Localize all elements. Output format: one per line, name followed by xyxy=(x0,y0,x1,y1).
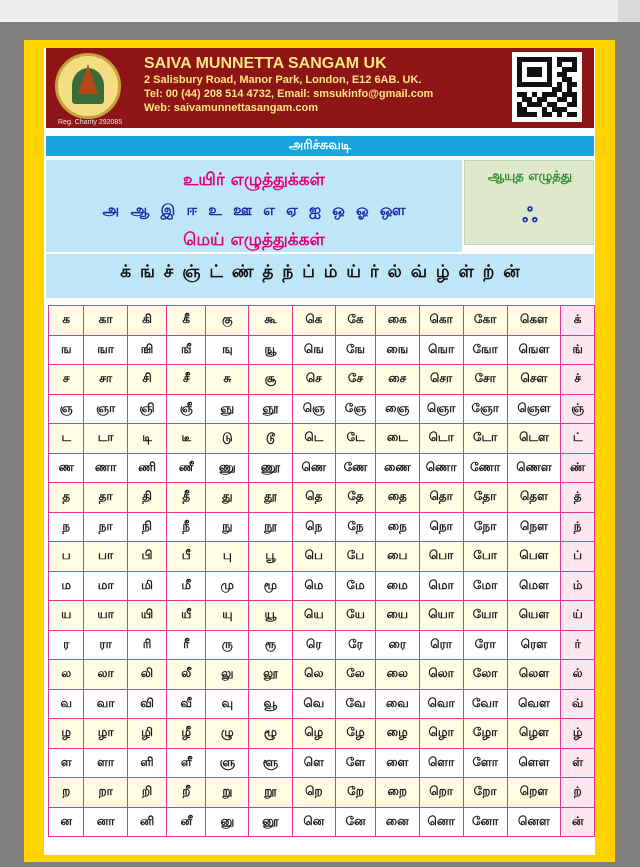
grid-cell: யெ xyxy=(292,601,336,631)
org-contact: Tel: 00 (44) 208 514 4732, Email: smsukinfo@gmail.com xyxy=(144,88,434,100)
grid-cell: ன் xyxy=(561,807,595,837)
grid-cell: வ் xyxy=(561,689,595,719)
aytham-title: ஆயுத எழுத்து xyxy=(487,169,573,184)
grid-cell: தெ xyxy=(292,483,336,513)
grid-cell: கை xyxy=(375,306,419,336)
grid-cell: சௌ xyxy=(507,365,561,395)
table-row xyxy=(49,365,595,395)
grid-cell: தௌ xyxy=(507,483,561,513)
grid-cell: லா xyxy=(84,660,127,690)
grid-cell: ளே xyxy=(336,748,376,778)
grid-cell: ரௌ xyxy=(507,630,561,660)
grid-cell: வொ xyxy=(419,689,463,719)
grid-cell: டோ xyxy=(463,424,507,454)
grid-cell: ஞ xyxy=(49,394,84,424)
grid-cell: ணீ xyxy=(167,453,206,483)
grid-cell: ழ் xyxy=(561,719,595,749)
vowels-letters: அ ஆ இ ஈ உ ஊ எ ஏ ஐ ஒ ஓ ஔ xyxy=(102,201,406,219)
grid-cell: றே xyxy=(336,778,376,808)
letter-grid xyxy=(48,305,595,837)
org-web: Web: saivamunnettasangam.com xyxy=(144,102,319,114)
table-row xyxy=(49,571,595,601)
grid-cell: ஞூ xyxy=(249,394,292,424)
grid-cell: ஙை xyxy=(375,335,419,365)
grid-cell: கே xyxy=(336,306,376,336)
table-row xyxy=(49,542,595,572)
grid-cell: பீ xyxy=(167,542,206,572)
grid-cell: றை xyxy=(375,778,419,808)
grid-cell: ணோ xyxy=(463,453,507,483)
table-row xyxy=(49,512,595,542)
grid-cell: ரீ xyxy=(167,630,206,660)
table-row xyxy=(49,453,595,483)
grid-cell: நா xyxy=(84,512,127,542)
grid-cell: ளி xyxy=(127,748,166,778)
grid-cell: ளை xyxy=(375,748,419,778)
grid-cell: கா xyxy=(84,306,127,336)
grid-cell: டௌ xyxy=(507,424,561,454)
viewer-toolbar xyxy=(0,0,640,22)
grid-cell: னோ xyxy=(463,807,507,837)
grid-cell: ழீ xyxy=(167,719,206,749)
grid-cell: ய xyxy=(49,601,84,631)
grid-cell: ஞௌ xyxy=(507,394,561,424)
grid-cell: தா xyxy=(84,483,127,513)
grid-cell: னீ xyxy=(167,807,206,837)
grid-cell: டூ xyxy=(249,424,292,454)
org-name: SAIVA MUNNETTA SANGAM UK xyxy=(144,55,387,72)
grid-cell: னௌ xyxy=(507,807,561,837)
grid-cell: ரா xyxy=(84,630,127,660)
table-row xyxy=(49,660,595,690)
grid-cell: ண xyxy=(49,453,84,483)
grid-cell: ணௌ xyxy=(507,453,561,483)
grid-cell: ளூ xyxy=(249,748,292,778)
grid-cell: ங xyxy=(49,335,84,365)
grid-cell: ட் xyxy=(561,424,595,454)
grid-cell: ழெ xyxy=(292,719,336,749)
grid-cell: வோ xyxy=(463,689,507,719)
grid-cell: ழு xyxy=(206,719,249,749)
grid-cell: யோ xyxy=(463,601,507,631)
grid-cell: ட xyxy=(49,424,84,454)
grid-cell: டை xyxy=(375,424,419,454)
grid-cell: கெ xyxy=(292,306,336,336)
grid-cell: ணெ xyxy=(292,453,336,483)
grid-cell: ளெ xyxy=(292,748,336,778)
grid-cell: லூ xyxy=(249,660,292,690)
grid-cell: தூ xyxy=(249,483,292,513)
grid-cell: மொ xyxy=(419,571,463,601)
grid-cell: மெ xyxy=(292,571,336,601)
table-row xyxy=(49,748,595,778)
grid-cell: ல xyxy=(49,660,84,690)
grid-cell: நௌ xyxy=(507,512,561,542)
grid-cell: ளௌ xyxy=(507,748,561,778)
grid-cell: லே xyxy=(336,660,376,690)
grid-cell: மே xyxy=(336,571,376,601)
charity-number: Reg. Charity 292085 xyxy=(58,119,123,126)
grid-cell: றொ xyxy=(419,778,463,808)
grid-cell: மி xyxy=(127,571,166,601)
grid-cell: பா xyxy=(84,542,127,572)
grid-cell: நை xyxy=(375,512,419,542)
grid-cell: ழி xyxy=(127,719,166,749)
grid-cell: மா xyxy=(84,571,127,601)
grid-cell: போ xyxy=(463,542,507,572)
grid-cell: தி xyxy=(127,483,166,513)
grid-cell: த xyxy=(49,483,84,513)
grid-cell: மு xyxy=(206,571,249,601)
grid-cell: ளொ xyxy=(419,748,463,778)
toolbar-corner xyxy=(618,0,640,22)
grid-cell: ய் xyxy=(561,601,595,631)
grid-cell: றா xyxy=(84,778,127,808)
grid-cell: ழை xyxy=(375,719,419,749)
grid-cell: ரூ xyxy=(249,630,292,660)
vowels-section xyxy=(46,160,462,252)
table-row xyxy=(49,719,595,749)
grid-cell: பை xyxy=(375,542,419,572)
grid-cell: டா xyxy=(84,424,127,454)
grid-cell: லு xyxy=(206,660,249,690)
grid-cell: னே xyxy=(336,807,376,837)
grid-cell: ரெ xyxy=(292,630,336,660)
grid-cell: நே xyxy=(336,512,376,542)
grid-cell: லோ xyxy=(463,660,507,690)
grid-cell: கொ xyxy=(419,306,463,336)
grid-cell: ரி xyxy=(127,630,166,660)
grid-cell: வௌ xyxy=(507,689,561,719)
grid-cell: ணூ xyxy=(249,453,292,483)
grid-cell: ஞீ xyxy=(167,394,206,424)
grid-cell: வா xyxy=(84,689,127,719)
grid-cell: ணே xyxy=(336,453,376,483)
grid-cell: நெ xyxy=(292,512,336,542)
table-row xyxy=(49,601,595,631)
grid-cell: ரை xyxy=(375,630,419,660)
grid-cell: ப் xyxy=(561,542,595,572)
grid-cell: சே xyxy=(336,365,376,395)
grid-cell: ளு xyxy=(206,748,249,778)
grid-cell: ற் xyxy=(561,778,595,808)
grid-cell: நி xyxy=(127,512,166,542)
grid-cell: டொ xyxy=(419,424,463,454)
page-title: அரிச்சுவடி xyxy=(46,136,594,156)
grid-cell: கோ xyxy=(463,306,507,336)
grid-cell: ஞ் xyxy=(561,394,595,424)
grid-cell: ளீ xyxy=(167,748,206,778)
table-row xyxy=(49,689,595,719)
table-row xyxy=(49,424,595,454)
grid-cell: டெ xyxy=(292,424,336,454)
grid-cell: டி xyxy=(127,424,166,454)
grid-cell: வை xyxy=(375,689,419,719)
grid-cell: லௌ xyxy=(507,660,561,690)
grid-cell: வி xyxy=(127,689,166,719)
qr-code-pattern xyxy=(517,57,577,117)
grid-cell: யா xyxy=(84,601,127,631)
aytham-section xyxy=(464,160,594,245)
grid-cell: ஞொ xyxy=(419,394,463,424)
grid-cell: ஙீ xyxy=(167,335,206,365)
grid-cell: தை xyxy=(375,483,419,513)
grid-cell: னு xyxy=(206,807,249,837)
grid-cell: ங் xyxy=(561,335,595,365)
grid-cell: ம xyxy=(49,571,84,601)
grid-cell: தோ xyxy=(463,483,507,513)
grid-cell: சீ xyxy=(167,365,206,395)
grid-cell: ஞை xyxy=(375,394,419,424)
grid-cell: னூ xyxy=(249,807,292,837)
grid-cell: ம் xyxy=(561,571,595,601)
grid-cell: ணு xyxy=(206,453,249,483)
grid-cell: ந xyxy=(49,512,84,542)
grid-cell: வூ xyxy=(249,689,292,719)
grid-cell: வீ xyxy=(167,689,206,719)
grid-cell: டு xyxy=(206,424,249,454)
grid-cell: சொ xyxy=(419,365,463,395)
grid-cell: யி xyxy=(127,601,166,631)
grid-cell: றோ xyxy=(463,778,507,808)
chart-sheet xyxy=(44,48,595,855)
grid-cell: சா xyxy=(84,365,127,395)
grid-cell: ஞா xyxy=(84,394,127,424)
grid-cell: ழா xyxy=(84,719,127,749)
grid-cell: செ xyxy=(292,365,336,395)
org-info xyxy=(144,55,433,115)
grid-cell: பூ xyxy=(249,542,292,572)
grid-cell: ழோ xyxy=(463,719,507,749)
grid-cell: வெ xyxy=(292,689,336,719)
table-row xyxy=(49,335,595,365)
grid-cell: யை xyxy=(375,601,419,631)
grid-cell: நொ xyxy=(419,512,463,542)
grid-cell: தீ xyxy=(167,483,206,513)
grid-cell: மூ xyxy=(249,571,292,601)
grid-cell: ஞோ xyxy=(463,394,507,424)
grid-cell: கீ xyxy=(167,306,206,336)
grid-cell: பி xyxy=(127,542,166,572)
grid-cell: ப xyxy=(49,542,84,572)
grid-cell: னி xyxy=(127,807,166,837)
grid-cell: ஙோ xyxy=(463,335,507,365)
grid-cell: னை xyxy=(375,807,419,837)
grid-cell: ணா xyxy=(84,453,127,483)
grid-cell: மை xyxy=(375,571,419,601)
grid-cell: நு xyxy=(206,512,249,542)
grid-cell: ண் xyxy=(561,453,595,483)
grid-cell: ஙூ xyxy=(249,335,292,365)
grid-cell: சோ xyxy=(463,365,507,395)
grid-cell: த் xyxy=(561,483,595,513)
grid-cell: ஞெ xyxy=(292,394,336,424)
grid-cell: ர xyxy=(49,630,84,660)
grid-cell: ஙெ xyxy=(292,335,336,365)
grid-cell: ளா xyxy=(84,748,127,778)
grid-cell: தொ xyxy=(419,483,463,513)
grid-cell: ழொ xyxy=(419,719,463,749)
grid-cell: லொ xyxy=(419,660,463,690)
grid-cell: ள xyxy=(49,748,84,778)
grid-cell: டே xyxy=(336,424,376,454)
grid-cell: யே xyxy=(336,601,376,631)
grid-cell: தே xyxy=(336,483,376,513)
consonants-title: மெய் எழுத்துக்கள் xyxy=(183,230,325,250)
grid-cell: ஙௌ xyxy=(507,335,561,365)
consonants-section xyxy=(46,254,594,298)
grid-cell: ர் xyxy=(561,630,595,660)
grid-cell: றௌ xyxy=(507,778,561,808)
grid-cell: பொ xyxy=(419,542,463,572)
grid-cell: ஞி xyxy=(127,394,166,424)
grid-cell: லீ xyxy=(167,660,206,690)
table-row xyxy=(49,483,595,513)
grid-cell: மீ xyxy=(167,571,206,601)
grid-cell: னொ xyxy=(419,807,463,837)
grid-cell: ன xyxy=(49,807,84,837)
grid-cell: ஞே xyxy=(336,394,376,424)
grid-cell: யூ xyxy=(249,601,292,631)
table-row xyxy=(49,807,595,837)
grid-cell: யு xyxy=(206,601,249,631)
logo-emblem xyxy=(55,53,121,119)
aytham-letter: ஃ xyxy=(522,203,538,227)
grid-cell: ல் xyxy=(561,660,595,690)
grid-cell: நோ xyxy=(463,512,507,542)
grid-cell: மௌ xyxy=(507,571,561,601)
grid-cell: சி xyxy=(127,365,166,395)
grid-cell: லி xyxy=(127,660,166,690)
grid-cell: வே xyxy=(336,689,376,719)
grid-cell: ரே xyxy=(336,630,376,660)
table-row xyxy=(49,778,595,808)
grid-cell: ச் xyxy=(561,365,595,395)
grid-cell: மோ xyxy=(463,571,507,601)
grid-cell: நீ xyxy=(167,512,206,542)
grid-cell: ணி xyxy=(127,453,166,483)
grid-cell: ழூ xyxy=(249,719,292,749)
table-row xyxy=(49,630,595,660)
vowels-title: உயிர் எழுத்துக்கள் xyxy=(182,170,325,190)
grid-cell: ளோ xyxy=(463,748,507,778)
grid-cell: னா xyxy=(84,807,127,837)
grid-cell: ஞு xyxy=(206,394,249,424)
grid-cell: ணொ xyxy=(419,453,463,483)
grid-cell: கு xyxy=(206,306,249,336)
grid-cell: கூ xyxy=(249,306,292,336)
table-row xyxy=(49,394,595,424)
grid-cell: ஙொ xyxy=(419,335,463,365)
grid-cell: று xyxy=(206,778,249,808)
grid-cell: ரொ xyxy=(419,630,463,660)
org-header xyxy=(46,48,594,128)
grid-cell: க xyxy=(49,306,84,336)
grid-cell: ஙே xyxy=(336,335,376,365)
grid-cell: யீ xyxy=(167,601,206,631)
grid-cell: யொ xyxy=(419,601,463,631)
grid-cell: லை xyxy=(375,660,419,690)
grid-cell: றெ xyxy=(292,778,336,808)
table-row xyxy=(49,306,595,336)
grid-cell: நூ xyxy=(249,512,292,542)
grid-cell: ணை xyxy=(375,453,419,483)
grid-cell: யௌ xyxy=(507,601,561,631)
grid-cell: ரோ xyxy=(463,630,507,660)
grid-cell: ஙி xyxy=(127,335,166,365)
grid-cell: வ xyxy=(49,689,84,719)
qr-code-icon xyxy=(512,52,582,122)
grid-cell: து xyxy=(206,483,249,513)
grid-cell: சூ xyxy=(249,365,292,395)
grid-cell: கி xyxy=(127,306,166,336)
grid-cell: க் xyxy=(561,306,595,336)
consonants-letters: க் ங் ச் ஞ் ட் ண் த் ந் ப் ம் ய் ர் ல் வ் ழ் ள் ற் ன் xyxy=(120,262,520,282)
grid-cell: றீ xyxy=(167,778,206,808)
grid-cell: ழே xyxy=(336,719,376,749)
org-address: 2 Salisbury Road, Manor Park, London, E12 6AB. UK. xyxy=(144,74,422,86)
grid-cell: ஙு xyxy=(206,335,249,365)
grid-cell: சு xyxy=(206,365,249,395)
chart-page xyxy=(24,40,615,862)
grid-cell: சை xyxy=(375,365,419,395)
grid-cell: ரு xyxy=(206,630,249,660)
grid-cell: வு xyxy=(206,689,249,719)
grid-cell: பெ xyxy=(292,542,336,572)
grid-cell: டீ xyxy=(167,424,206,454)
grid-cell: ற xyxy=(49,778,84,808)
grid-cell: கௌ xyxy=(507,306,561,336)
grid-cell: னெ xyxy=(292,807,336,837)
grid-cell: பே xyxy=(336,542,376,572)
grid-cell: பு xyxy=(206,542,249,572)
grid-cell: லெ xyxy=(292,660,336,690)
grid-cell: ச xyxy=(49,365,84,395)
grid-cell: ழௌ xyxy=(507,719,561,749)
grid-cell: ஙா xyxy=(84,335,127,365)
grid-cell: பௌ xyxy=(507,542,561,572)
grid-cell: ள் xyxy=(561,748,595,778)
grid-cell: றி xyxy=(127,778,166,808)
grid-cell: றூ xyxy=(249,778,292,808)
grid-cell: ந் xyxy=(561,512,595,542)
grid-cell: ழ xyxy=(49,719,84,749)
